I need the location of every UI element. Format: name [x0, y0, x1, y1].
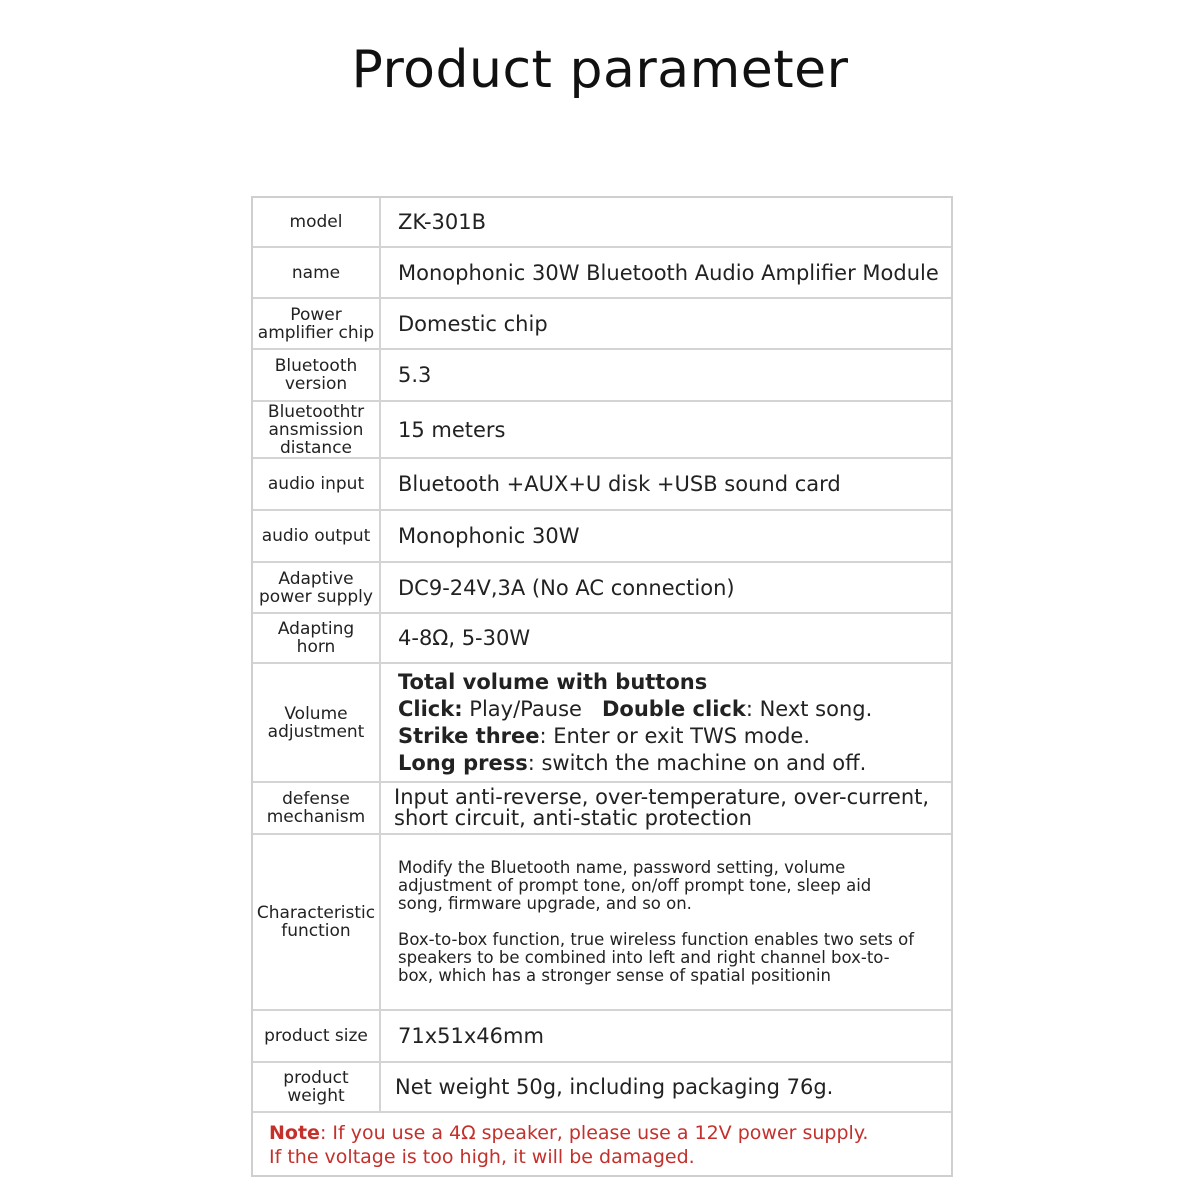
row-value: Bluetooth +AUX+U disk +USB sound card: [398, 472, 841, 496]
row-defense: [253, 783, 951, 835]
row-label: audio output: [253, 511, 381, 561]
row-label: model: [253, 198, 381, 246]
row-bt-distance: [253, 402, 951, 459]
note: [253, 1113, 951, 1175]
row-label: Adapting horn: [253, 614, 381, 662]
row-label: product weight: [253, 1063, 381, 1111]
row-size: [253, 1011, 951, 1063]
row-volume: [253, 664, 951, 783]
row-value: Monophonic 30W: [398, 524, 580, 548]
volume-long-press: Long press: switch the machine on and off.: [398, 750, 867, 775]
row-horn: [253, 614, 951, 664]
row-value: DC9-24V,3A (No AC connection): [398, 575, 735, 600]
volume-description: [381, 664, 951, 781]
row-label: Bluetooth version: [253, 350, 381, 400]
row-label: Power amplifier chip: [253, 299, 381, 348]
note-line-2: If the voltage is too high, it will be damaged.: [269, 1146, 695, 1168]
row-value: Monophonic 30W Bluetooth Audio Amplifier Module: [398, 260, 939, 285]
row-value: ZK-301B: [398, 210, 487, 234]
volume-heading: Total volume with buttons: [398, 669, 708, 694]
row-audio-input: [253, 459, 951, 511]
row-value: Net weight 50g, including packaging 76g.: [395, 1075, 834, 1099]
characteristic-description: [381, 835, 951, 1009]
row-label: product size: [253, 1011, 381, 1061]
characteristic-para-1: Modify the Bluetooth name, password setting, volume adjustment of prompt tone, on/off prompt tone, sleep aid song, firmware upgrade, and so on.: [398, 858, 872, 913]
row-label: name: [253, 248, 381, 297]
volume-strike: Strike three: Enter or exit TWS mode.: [398, 723, 811, 748]
row-value: 4-8Ω, 5-30W: [398, 626, 531, 650]
row-chip: [253, 299, 951, 350]
row-label: Bluetoothtr ansmission distance: [253, 402, 381, 457]
row-bt-version: [253, 350, 951, 402]
row-value: 15 meters: [398, 417, 506, 442]
row-power-supply: [253, 563, 951, 614]
page-title: Product parameter: [351, 40, 849, 100]
defense-description: Input anti-reverse, over-temperature, over-current, short circuit, anti-static protection: [394, 785, 930, 830]
row-model: [253, 198, 951, 248]
row-weight: [253, 1063, 951, 1113]
note-line-1: Note: If you use a 4Ω speaker, please use a 12V power supply.: [269, 1122, 869, 1144]
row-characteristic: [253, 835, 951, 1011]
characteristic-para-2: Box-to-box function, true wireless function enables two sets of speakers to be combined into left and right channel box-to-box, which has a stronger sense of spatial positionin: [398, 930, 915, 985]
row-value: 71x51x46mm: [398, 1024, 544, 1048]
spec-table: [251, 196, 953, 1177]
row-audio-output: [253, 511, 951, 563]
row-label: audio input: [253, 459, 381, 509]
volume-click: Click: Play/Pause Double click: Next song.: [398, 696, 873, 721]
row-label: Adaptive power supply: [253, 563, 381, 612]
row-label: Characteristic function: [253, 835, 381, 1009]
row-label: Volume adjustment: [253, 664, 381, 781]
row-name: [253, 248, 951, 299]
row-value: 5.3: [398, 363, 432, 387]
row-label: defense mechanism: [253, 783, 381, 833]
row-value: Domestic chip: [398, 311, 548, 336]
